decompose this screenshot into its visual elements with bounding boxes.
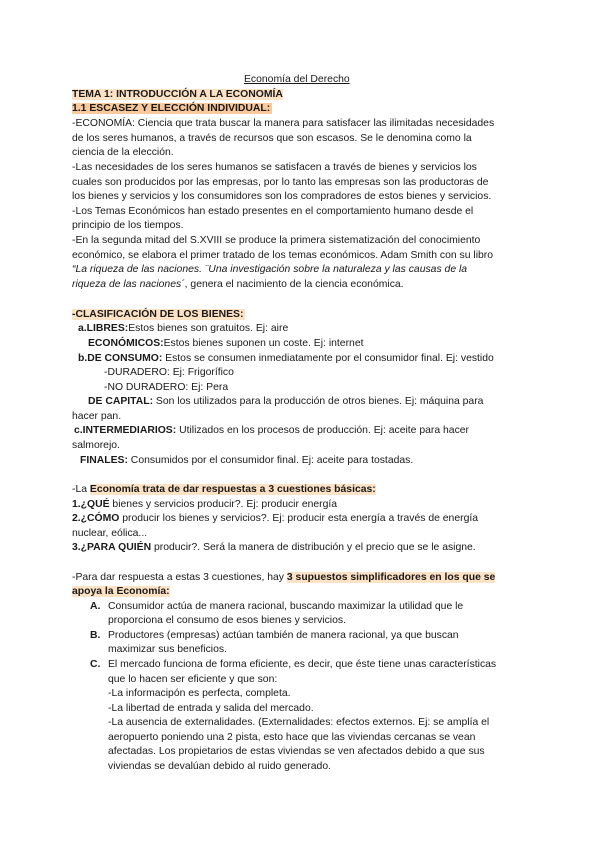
supuesto-a-line: Consumidor actúa de manera racional, buscando maximizar la utilidad que le (108, 601, 464, 612)
item-capital-cont: hacer pan. (72, 411, 122, 422)
supuesto-b-line: Productores (empresas) actúan también de manera racional, ya que buscan (108, 630, 459, 641)
supuestos-intro-cont: apoya la Economía: (72, 586, 170, 597)
item-no-duradero: -NO DURADERO: Ej: Pera (104, 382, 229, 393)
supuesto-c-line: viviendas se devalúan debido al ruido generado. (108, 761, 331, 772)
document-title: Economía del Derecho (244, 74, 350, 85)
supuesto-c-line: que lo hacen ser eficiente y que son: (108, 674, 278, 685)
section-heading: 1.1 ESCASEZ Y ELECCIÓN INDIVIDUAL: (72, 103, 271, 114)
item-economicos: ECONÓMICOS:Estos bienes suponen un coste. Ej: internet (88, 338, 364, 349)
intro-line: -Las necesidades de los seres humanos se satisfacen a través de bienes y servicios los (72, 162, 477, 173)
cuestion-como-cont: nuclear, eólica... (72, 528, 148, 539)
supuestos-intro: -Para dar respuesta a estas 3 cuestiones, hay 3 supuestos simplificadores en los que se (72, 572, 496, 583)
supuesto-c-line: -La libertad de entrada y salida del mercado. (108, 703, 314, 714)
intro-line: de los seres humanos, a través de recursos que son escasos. Se le denomina como la (72, 133, 472, 144)
tema-heading: TEMA 1: INTRODUCCIÓN A LA ECONOMÍA (72, 89, 283, 100)
item-intermediarios: c.INTERMEDIARIOS: Utilizados en los procesos de producción. Ej: aceite para hacer (74, 425, 470, 436)
intro-line: los bienes y servicios y los consumidores son los compradores de estos bienes y servicios. (72, 191, 492, 202)
intro-line: ciencia de la elección. (72, 147, 174, 158)
supuesto-c-line: El mercado funciona de forma eficiente, es decir, que éste tiene unas características (108, 659, 497, 670)
item-libres: a.LIBRES:Estos bienes son gratuitos. Ej: aire (78, 323, 289, 334)
supuesto-b-label: B. (90, 630, 101, 641)
intro-line: -En la segunda mitad del S.XVIII se produce la primera sistematización del conocimiento (72, 235, 481, 246)
intro-line: -ECONOMÍA: Ciencia que trata buscar la manera para satisfacer las ilimitadas necesidades (72, 118, 495, 129)
cuestion-que: 1.¿QUÉ bienes y servicios producir?. Ej: producir energía (72, 499, 338, 510)
intro-line: “La riqueza de las naciones. ¨Una investigación sobre la naturaleza y las causas de la (72, 264, 468, 275)
cuestion-para-quien: 3.¿PARA QUIÉN producir?. Será la manera de distribución y el precio que se le asigne. (72, 542, 476, 553)
item-duradero: -DURADERO: Ej: Frigorífico (104, 367, 234, 378)
supuesto-c-line: -La informacipón es perfecta, completa. (108, 688, 291, 699)
item-intermediarios-cont: salmorejo. (72, 440, 120, 451)
supuesto-c-line: -La ausencia de externalidades. (Externalidades: efectos externos. Ej: se amplía el (108, 717, 490, 728)
intro-line: principio de los tiempos. (72, 220, 184, 231)
supuesto-c-line: aeropuerto poniendo una 2 pista, esto hace que las viviendas cercanas se vean (108, 732, 476, 743)
intro-line: económico, se elabora el primer tratado de los temas económicos. Adam Smith con su libro (72, 250, 494, 261)
intro-line: -Los Temas Económicos han estado presentes en el comportamiento humano desde el (72, 206, 474, 217)
supuesto-c-label: C. (90, 659, 101, 670)
supuesto-a-line: proporciona el consumo de esos bienes y servicios. (108, 615, 346, 626)
item-capital: DE CAPITAL: Son los utilizados para la producción de otros bienes. Ej: máquina para (88, 396, 484, 407)
cuestiones-intro: -La Economía trata de dar respuestas a 3 cuestiones básicas: (72, 484, 376, 495)
supuesto-b-line: maximizar sus beneficios. (108, 644, 227, 655)
cuestion-como: 2.¿CÓMO producir los bienes y servicios?. Ej: producir esta energía a través de energía (72, 513, 479, 524)
intro-line: cuales son producidos por las empresas, por lo tanto las empresas son las productoras de (72, 177, 489, 188)
item-consumo: b.DE CONSUMO: Estos se consumen inmediatamente por el consumidor final. Ej: vestido (78, 353, 494, 364)
item-finales: FINALES: Consumidos por el consumidor final. Ej: aceite para tostadas. (80, 455, 414, 466)
intro-line: riqueza de las naciones´, genera el nacimiento de la ciencia económica. (72, 279, 404, 290)
supuesto-a-label: A. (90, 601, 101, 612)
supuesto-c-line: afectadas. Los propietarios de estas viviendas se ven afectados debido a que sus (108, 746, 485, 757)
clasificacion-heading: -CLASIFICACIÓN DE LOS BIENES: (72, 309, 244, 320)
